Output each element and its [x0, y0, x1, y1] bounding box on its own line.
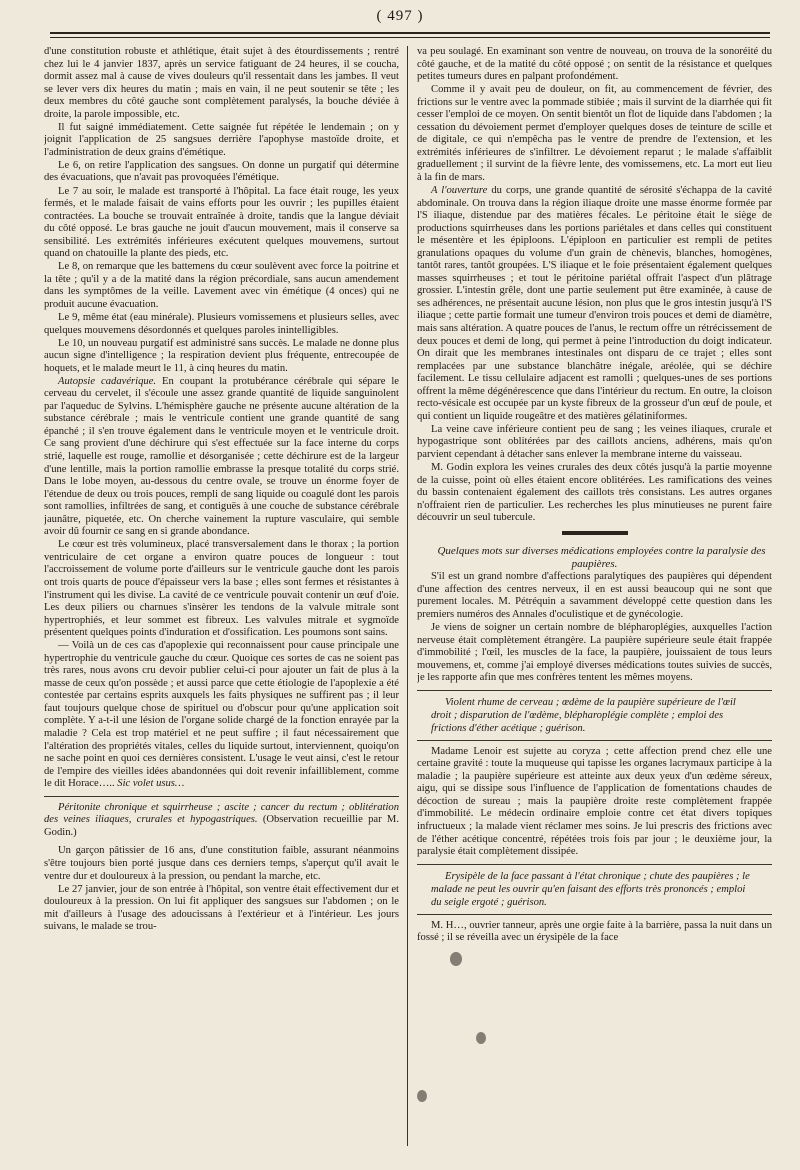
paragraph: Le 6, on retire l'application des sangsues. On donne un purgatif qui détermine des évacuations, que n'avait pas provoquées l'émétique.: [44, 159, 399, 184]
horace-quote: Sic volet usus…: [117, 778, 185, 790]
left-column: [44, 46, 399, 1156]
case-divider: [44, 796, 399, 797]
commentary-text: — Voilà un de ces cas d'apoplexie qui reconnaissent pour cause principale une hypertrophie du ventricule gauche du cœur. Quoique ces sortes de cas ne soient pas très rares, nous avons cru devoir publier celui-ci pour ajouter un fait de plus à la masse de ceux qu'on possède ; et aussi parce que cette étiologie de l'apoplexie a été contestée par certains esprits auxquels les faits physiques ne suffirent pas ; il leur faut toujours quelque chose de spirituel ou d'obscur pour qu'une application soit complète. Y a-t-il une lésion de l'organe solide chargé de la fonction enrayée par la maladie ? Cela est trop matériel et ne peut suffire ; il faut nécessairement que l'altération des propriétés vitales, celles du liquide surtout, interviennent, quoiqu'on ne sache point en quoi ces dernières consistent. L'usage le veut ainsi, c'est le retour de l'empire des vieilles idées abandonnées qui doit revenir infailliblement, comme le dit Horace…..: [44, 640, 399, 790]
paragraph: M. H…, ouvrier tanneur, après une orgie faite à la barrière, passa la nuit dans un fossé ; il se réveilla avec un érysipèle de la face: [417, 919, 772, 944]
paragraph: d'une constitution robuste et athlétique, était sujet à des étourdissements ; rentré chez lui le 4 janvier 1837, après un service fatiguant de 24 heures, il se coucha, dormit assez mal à cause de vives douleurs qu'il ressentait dans les jambes. Il veut se lever vers dix heures du matin ; mais en vain, il ne peut soutenir se tête ; les deux membres du côté gauche sont complètement paralysés, la bouche déviée à droite, la parole impossible, etc.: [44, 46, 399, 120]
case-title: Erysipèle de la face passant à l'état chronique ; chute des paupières ; le malade ne peut les ouvrir qu'en faisant des efforts très prononcés ; emploi du seigle ergoté ; guérison.: [431, 870, 750, 908]
paragraph: Madame Lenoir est sujette au coryza ; cette affection prend chez elle une certaine gravité : toute la muqueuse qui tapisse les organes lacrymaux participe à la maladie ; la paupière supérieure est atteinte aux deux yeux d'un œdème séreux, aigu, qui se dissipe sous l'influence de l'application de fomentations chaudes de décoction de sureau ; mais la paupière droite reste complètement frappée d'immobilité. Le médecin ordinaire emploie contre cet état divers topiques infructueux ; la malade vient réclamer mes soins. Je lui prescris des frictions avec de l'éther acétique concentré, répétées trois fois par jour ; le deuxième jour, la paralysie était complètement dissipée.: [417, 745, 772, 858]
autopsy-label: Autopsie cadavérique.: [58, 375, 157, 387]
paragraph: Comme il y avait peu de douleur, on fit, au commencement de février, des frictions sur le ventre avec la pommade stibiée ; mais il survint de la diarrhée qui fit cesser l'emploi de ce moyen. On sentit bientôt un flot de liquide dans l'abdomen ; la cessation du dévoiement permet d'employer quelques doses de teinture de scille et de digitale, ce qui n'empêcha pas le ventre de prendre de l'extension, et les extrémités inférieures de s'infiltrer. Le dévoiement reparut ; le malade s'affaiblit graduellement ; il survint de la fièvre lente, des vomissemens, etc. La mort eut lieu à la fin de mars.: [417, 84, 772, 183]
case-title: Péritonite chronique et squirrheuse ; ascite ; cancer du rectum ; oblitération des veines iliaques, crurales et hypogastriques.: [44, 801, 399, 826]
ink-stain: [450, 952, 462, 966]
column-divider: [407, 46, 408, 1146]
paragraph: Le 7 au soir, le malade est transporté à l'hôpital. La face était rouge, les yeux fermés, et le malade faisait de vains efforts pour les ouvrir ; les pupilles étaient contractées. La bouche se trouvait entraînée à droite, tandis que la langue déviait du côté opposé. Le bras gauche ne jouit d'aucun mouvement, mais il conserve sa sensibilité. Les extrémités inférieures exécutent quelques mouvemens, surtout quand on chatouille la plante des pieds, etc.: [44, 185, 399, 260]
ink-stain: [417, 1090, 427, 1102]
case-source: (Observation recueillie par M. Godin.): [44, 814, 399, 838]
paragraph: [44, 640, 399, 791]
opening-text: du corps, une grande quantité de sérosité s'échappa de la cavité abdominale. On trouva dans la région iliaque droite une masse énorme formée par l'S iliaque, distendue par des matières fécales. Le péritoine était le siège de productions squirrheuses dans les portions pariétales et dans celles qui constituent le mésentère et les épiploons. L'épiploon en particulier est rempli de petites granulations opaques du volume d'un grain de chènevis, blanches, homogènes, tantôt rares, tantôt groupées. L'S iliaque et le foie présentaient également quelques masses squirrheuses ; et tout le péritoine pariétal offrait l'aspect d'un plâtrage grossier. L'intestin grêle, dont une partie seulement put être examinée, à cause de ses adhérences, ne présentait aucune lésion, non plus que le gros intestin jusqu'à l'S iliaque ; cette partie formait une tumeur d'environ trois pouces et demi de diamètre, mais sans altération. A quatre pouces de l'anus, le rectum offre un rétrécissement de deux pouces et demi de long, qui permet à peine l'introduction du doigt indicateur. On dirait que les membranes intestinales ont disparu de ce trajet ; elles sont remplacées par une substance blanchâtre inégale, aréolée, qui se déchire facilement. Le tissu cellulaire adjacent est ramolli ; quelques-unes de ses portions offrent la même dégénérescence que dans l'intérieur du rectum. En outre, la cloison recto-vésicale est occupée par un kyste fibreux de la grosseur d'un œuf de poule, et qui contient un liquide rougeâtre et des matières gélatiniformes.: [417, 185, 772, 422]
paragraph: va peu soulagé. En examinant son ventre de nouveau, on trouva de la sonoréité du côté gauche, et de la matité du côté opposé ; on sentit de la résistance et quelques petites tumeurs dures en palpant profondément.: [417, 46, 772, 83]
paragraph: Un garçon pâtissier de 16 ans, d'une constitution faible, assurant néanmoins s'être toujours bien porté jusque dans ces derniers temps, s'aperçut qu'il avait le ventre dur et douloureux à la pression, ou pendant la marche, etc.: [44, 845, 399, 882]
autopsy-paragraph: [44, 376, 399, 539]
case-divider: [417, 690, 772, 691]
case-divider: [417, 864, 772, 865]
paragraph: Le 8, on remarque que les battemens du cœur soulèvent avec force la poitrine et la tête ; qu'il y a de la matité dans la région précordiale, sans aucun amendement dans les symptômes de la veille. Lavement avec vin émétique (4 onces) qui ne produit aucune évacuation.: [44, 261, 399, 310]
paragraph: Le 27 janvier, jour de son entrée à l'hôpital, son ventre était effectivement dur et douloureux à la pression. On lui fit appliquer des sangsues sur l'abdomen ; on le mit d'ailleurs à l'usage des adoucissans à l'extérieur et à l'intérieur. Les jours suivans, le malade se trou-: [44, 883, 399, 933]
paragraph: Je viens de soigner un certain nombre de blépharoplégies, auxquelles l'action nerveuse était complètement étrangère. La paupière supérieure seule était frappée d'immobilité ; l'œil, les muscles de la face, la paupière, jouissaient de tous leurs mouvemens, et, comme j'ai employé diverses médications toutes suivies de succès, je les rapporte afin que mes confrères tentent les mêmes moyens.: [417, 621, 772, 684]
paragraph: Il fut saigné immédiatement. Cette saignée fut répétée le lendemain ; on y joignit l'application de 25 sangsues derrière l'apophyse mastoïde droite, et l'administration de deux grains d'émétique.: [44, 121, 399, 158]
section-title: Quelques mots sur diverses médications employées contre la paralysie des paupières.: [437, 544, 766, 570]
paragraph: Le 9, même état (eau minérale). Plusieurs vomissemens et plusieurs selles, avec quelques mouvemens désordonnés et quelques paroles inintelligibles.: [44, 311, 399, 336]
section-divider: [562, 531, 628, 535]
opening-paragraph: [417, 185, 772, 423]
right-column: [417, 46, 772, 1156]
autopsy-text: En coupant la protubérance cérébrale qui sépare le cerveau du cervelet, il s'écoule une assez grande quantité de liquide sanguinolent par l'aqueduc de Sylvins. L'hémisphère gauche ne présente aucune altération de la substance cérébrale ; mais le ventricule contient une grande quantité de sang épanché ; il s'en trouve également dans le ventricule moyen et le ventricule droit. Ce sang provient d'une déchirure qui s'est effectuée sur la face interne du corps strié, laquelle est rouge, ramollie et désorganisée ; cette déchirure est de la largeur d'une lentille, mais la portion ramollie embrasse la presque totalité du corps strié. Dans le lobe moyen, au-dessous du centre ovale, se trouve un énorme foyer de l'étendue de deux ou trois pouces, rempli de sang liquide ou coagulé dont les parois sont ramollies, infiltrées de sang, et contiguës à une couche de substance cérébrale jaunâtre, piquetée, etc. On cherche vainement la rupture vasculaire, qui semble avoir dû fournir ce sang en si grande abondance.: [44, 375, 399, 538]
page-number: ( 497 ): [376, 8, 424, 24]
ink-stain: [476, 1032, 486, 1044]
paragraph: S'il est un grand nombre d'affections paralytiques des paupières qui dépendent d'une affection des centres nerveux, il en est aussi beaucoup qui ne sont que purement locales. M. Pétréquin a savamment développé cette question dans les premiers numéros des Annales d'oculistique et de gynécologie.: [417, 571, 772, 620]
paragraph: La veine cave inférieure contient peu de sang ; les veines iliaques, crurale et hypogastrique sont oblitérées par des caillots anciens, adhérens, mais qu'on parvient cependant à détacher sans enlever la membrane interne du vaisseau.: [417, 423, 772, 460]
case-divider: [417, 740, 772, 741]
case-heading: [44, 802, 399, 840]
case-divider: [417, 914, 772, 915]
paragraph: Le 10, un nouveau purgatif est administré sans succès. Le malade ne donne plus aucun signe d'intelligence ; la respiration devient plus fréquente, entrecoupée de hoquets, et le malade meurt le 11, à cinq heures du matin.: [44, 337, 399, 374]
header-rule: [50, 32, 770, 38]
case-title: Violent rhume de cerveau ; œdème de la paupière supérieure de l'œil droit ; disparution de l'œdème, blépharoplégie complète ; emploi des frictions d'éther acétique ; guérison.: [431, 696, 736, 734]
opening-label: A l'ouverture: [431, 185, 488, 197]
paragraph: M. Godin explora les veines crurales des deux côtés jusqu'à la partie moyenne de la cuisse, point où elles étaient encore oblitérées. Les ramifications des veines du bassin contenaient également des caillots très consistans. Les autres organes n'offraient rien de particulier. Les recherches les plus minutieuses ne purent faire découvrir un seul tubercule.: [417, 462, 772, 524]
paragraph: Le cœur est très volumineux, placé transversalement dans le thorax ; la portion ventriculaire de cet organe a environ quatre pouces de longueur : tout l'accroissement de volume porte d'ailleurs sur le ventricule gauche dont les parois ont trois quarts de pouce d'épaisseur vers la base ; elles sont fermes et résistantes à l'instrument qui les divise. La cavité de ce ventricule pouvait contenir un œuf d'oie. Les deux piliers ou charnues s'insèrer les tendons de la valvule mitrale sont hypertrophiés, et leur sommet est fibreux. Les valvules mitrale et sygmoïde présentent quelques points d'induration et d'ossification. Les poumons sont sains.: [44, 539, 399, 639]
